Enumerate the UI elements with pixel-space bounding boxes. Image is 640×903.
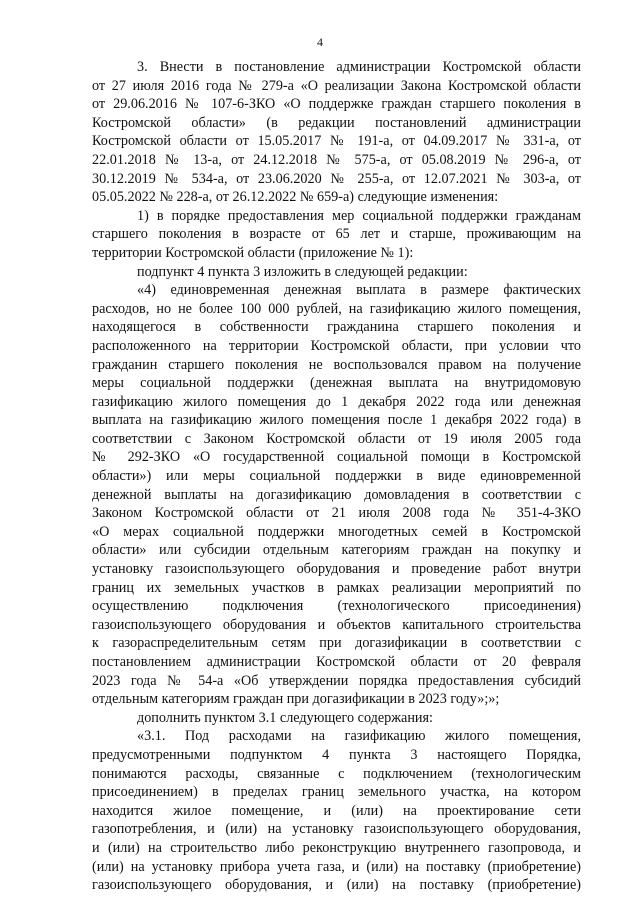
text-line: Костромской области от 15.05.2017 № 191-а, от 04.09.2017 № 331-а, от <box>92 133 581 150</box>
text-line: присоединением) в пределах границ земельного участка, на котором <box>92 784 581 801</box>
text-line: к газораспределительным сетям при догазификации в соответствии с <box>92 635 581 652</box>
text-line: области») или меры социальной поддержки в виде единовременной <box>92 468 581 485</box>
text-line: (или) на установку прибора учета газа, и (или) на поставку (приобретение) <box>92 858 581 875</box>
text-line: 3. Внести в постановление администрации Костромской области <box>137 59 581 75</box>
text-line: отдельным категориям граждан при догазификации в 2023 году»;»; <box>92 691 500 708</box>
text-line: 05.05.2022 № 228-а, от 26.12.2022 № 659-а) следующие изменения: <box>92 189 499 206</box>
text-line: предусмотренными подпунктом 4 пункта 3 настоящего Порядка, <box>92 746 581 763</box>
text-line: Костромской области» (в редакции постановлений администрации <box>92 114 581 131</box>
text-line: гражданин старшего поколения не воспользовался правом на получение <box>92 356 581 373</box>
page-number: 4 <box>317 35 323 49</box>
text-line: установку газоиспользующего оборудования и проведение работ внутри <box>92 561 581 578</box>
document-body <box>92 58 581 895</box>
text-line: понимаются расходы, связанные с подключением (технологическим <box>92 765 581 782</box>
text-line: соответствии с Законом Костромской области от 19 июля 2005 года <box>92 430 581 447</box>
text-line: «4) единовременная денежная выплата в размере фактических <box>137 282 581 299</box>
text-line: старшего поколения в возрасте от 65 лет и старше, проживающим на <box>92 226 581 243</box>
text-line: 30.12.2019 № 534-а, от 23.06.2020 № 255-а, от 12.07.2021 № 303-а, от <box>92 170 581 187</box>
text-line: «О мерах социальной поддержки многодетных семей в Костромской <box>92 523 581 540</box>
text-line: газоиспользующего оборудования и объектов капитального строительства <box>92 616 581 633</box>
text-line: подпункт 4 пункта 3 изложить в следующей редакции: <box>137 263 468 280</box>
text-line: газификацию жилого помещения до 1 декабря 2022 года или денежная <box>92 393 581 410</box>
text-line: 22.01.2018 № 13-а, от 24.12.2018 № 575-а, от 05.08.2019 № 296-а, от <box>92 151 581 168</box>
text-line: осуществлению подключения (технологического присоединения) <box>92 598 581 615</box>
text-line: денежной выплаты на догазификацию домовладения в соответствии с <box>92 486 581 503</box>
text-line: № 292-ЗКО «О государственной социальной помощи в Костромской <box>92 449 581 466</box>
text-line: расположенного на территории Костромской области, при условии что <box>92 337 581 354</box>
text-line: и (или) на строительство либо реконструкцию внутреннего газопровода, и <box>92 839 581 856</box>
text-line: дополнить пунктом 3.1 следующего содержания: <box>137 709 433 726</box>
text-line: газоиспользующего оборудования, и (или) на поставку (приобретение) <box>92 877 581 894</box>
text-line: «3.1. Под расходами на газификацию жилого помещения, <box>137 728 581 745</box>
text-line: выплата на газификацию жилого помещения после 1 декабря 2022 года) в <box>92 412 581 429</box>
text-line: границ их земельных участков в рамках реализации мероприятий по <box>92 579 581 596</box>
text-line: территории Костромской области (приложение № 1): <box>92 244 414 261</box>
text-line: меры социальной поддержки (денежная выплата на внутридомовую <box>92 375 581 392</box>
text-line: расходов, но не более 100 000 рублей, на газификацию жилого помещения, <box>92 300 581 317</box>
text-line: газопотребления, и (или) на установку газоиспользующего оборудования, <box>92 821 581 838</box>
text-line: постановлением администрации Костромской области от 20 февраля <box>92 654 581 670</box>
text-line: находящегося в собственности гражданина старшего поколения и <box>92 319 581 336</box>
text-line: 1) в порядке предоставления мер социальной поддержки гражданам <box>137 207 581 224</box>
text-line: Законом Костромской области от 21 июля 2008 года № 351-4-ЗКО <box>92 505 581 522</box>
text-line: 2023 года № 54-а «Об утверждении порядка предоставления субсидий <box>92 672 581 689</box>
text-line: от 29.06.2016 № 107-6-ЗКО «О поддержке граждан старшего поколения в <box>92 96 581 113</box>
text-line: области» или субсидии отдельным категориям граждан на покупку и <box>92 542 581 559</box>
text-line: от 27 июля 2016 года № 279-а «О реализации Закона Костромской области <box>92 77 581 94</box>
text-line: находится жилое помещение, и (или) на проектирование сети <box>92 802 581 819</box>
